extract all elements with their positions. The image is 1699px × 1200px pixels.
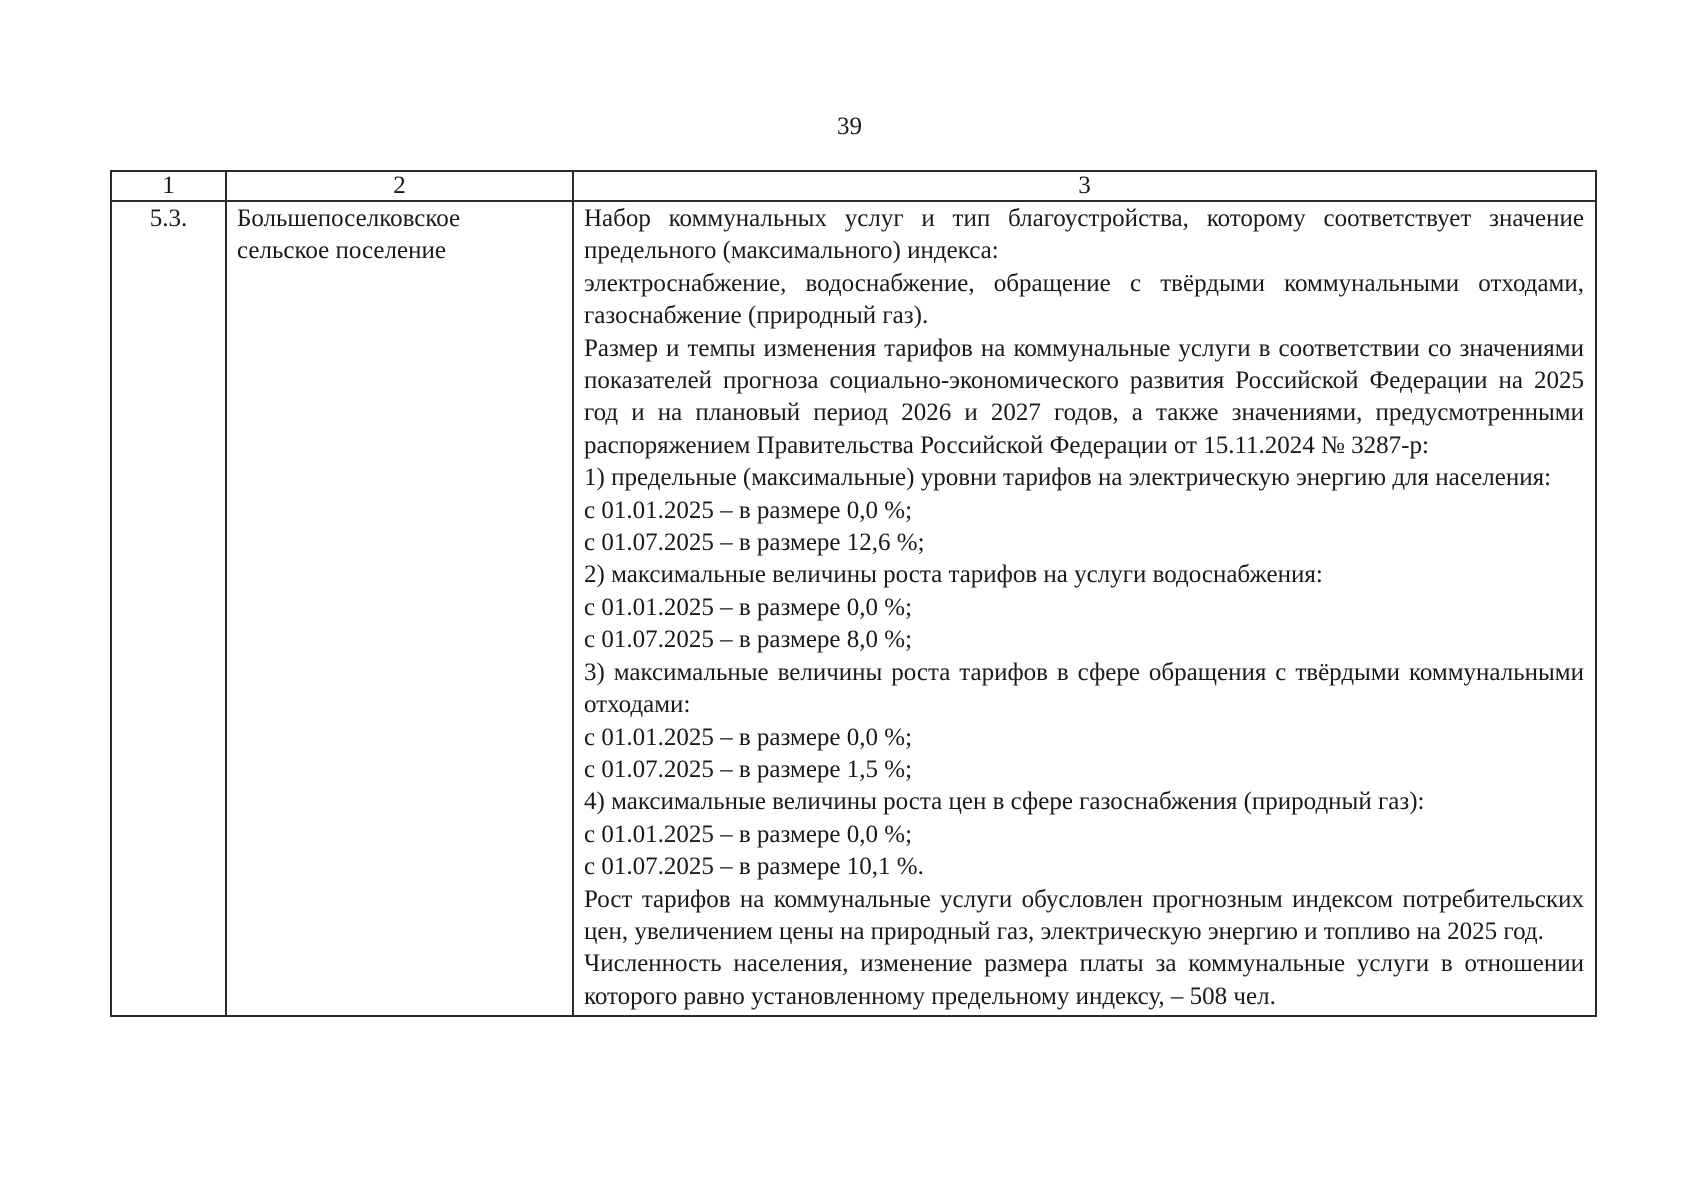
electricity-rate-line: с 01.07.2025 – в размере 12,6 %; (584, 529, 925, 557)
row-content (573, 201, 1596, 1016)
row-number: 5.3. (111, 201, 226, 1016)
services-list-paragraph: электроснабжение, водоснабжение, обращение с твёрдыми коммунальными отходами, газоснабжение (природный газ). (584, 269, 1584, 330)
waste-rate-line: с 01.01.2025 – в размере 0,0 %; (584, 723, 913, 751)
settlement-name-line-1: Большепоселковское (237, 205, 461, 232)
header-col-2: 2 (226, 171, 573, 201)
tariff-table (110, 170, 1597, 1017)
electricity-paragraph: 1) предельные (максимальные) уровни тарифов на электрическую энергию для населения: (584, 464, 1552, 492)
water-rate-line: с 01.01.2025 – в размере 0,0 %; (584, 593, 913, 621)
population-paragraph: Численность населения, изменение размера платы за коммунальные услуги в отношении которого равно установленному предельному индексу, – 508 чел. (584, 950, 1584, 1010)
waste-paragraph: 3) максимальные величины роста тарифов в сфере обращения с твёрдыми коммунальными отходами: (584, 658, 1584, 719)
gas-rate-line: с 01.07.2025 – в размере 10,1 %. (584, 853, 924, 881)
water-paragraph: 2) максимальные величины роста тарифов на услуги водоснабжения: (584, 561, 1323, 589)
table-header-row (111, 171, 1596, 201)
gas-paragraph: 4) максимальные величины роста цен в сфере газоснабжения (природный газ): (584, 788, 1425, 816)
water-rate-line: с 01.07.2025 – в размере 8,0 %; (584, 626, 913, 654)
waste-rate-line: с 01.07.2025 – в размере 1,5 %; (584, 755, 913, 783)
page-number: 39 (837, 113, 862, 140)
header-col-1: 1 (111, 171, 226, 201)
gas-rate-line: с 01.01.2025 – в размере 0,0 %; (584, 820, 913, 848)
header-col-3: 3 (573, 171, 1596, 201)
settlement-name (226, 201, 573, 1016)
electricity-rate-line: с 01.01.2025 – в размере 0,0 %; (584, 496, 913, 524)
tariff-basis-paragraph: Размер и темпы изменения тарифов на коммунальные услуги в соответствии со значениями показателей прогноза социально-экономического развития Российской Федерации на 2025 год и на плановый период 2026 и 2027 годов, а также значениями, предусмотренными распоряжением Правительства Российской Федерации от 15.11.2024 № 3287-р: (584, 334, 1584, 459)
services-set-paragraph: Набор коммунальных услуг и тип благоустройства, которому соответствует значение предельного (максимального) индекса: (584, 205, 1584, 265)
settlement-name-line-2: сельское поселение (237, 237, 446, 265)
table-row (111, 201, 1596, 1016)
growth-reason-paragraph: Рост тарифов на коммунальные услуги обусловлен прогнозным индексом потребительских цен, увеличением цены на природный газ, электрическую энергию и топливо на 2025 год. (584, 885, 1584, 945)
